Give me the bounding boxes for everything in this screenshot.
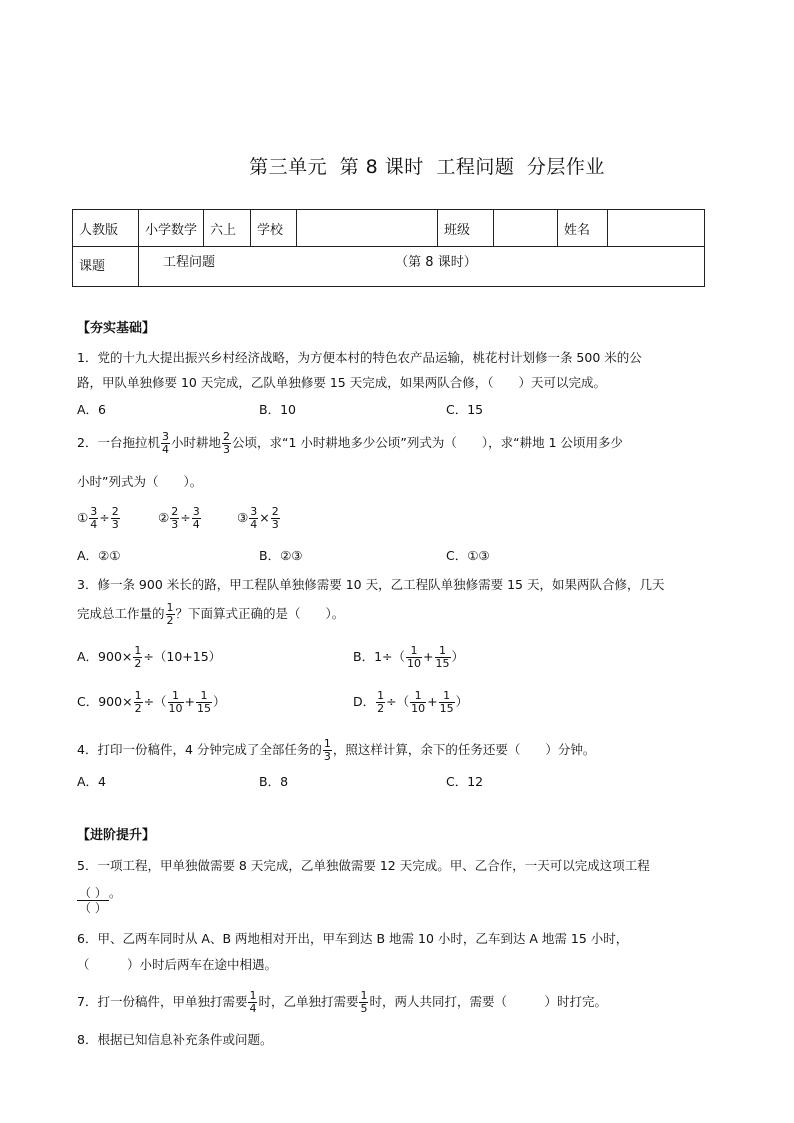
q2-expr-3: ③ $\frac{3}{4}$ × $\frac{2}{3}$ bbox=[237, 505, 279, 531]
cell-school-value[interactable] bbox=[297, 210, 438, 247]
frac-2-3: $\frac{2}{3}$ bbox=[222, 430, 230, 456]
q6-line2: （ ）小时后两车在途中相遇。 bbox=[77, 957, 278, 972]
page-title bbox=[0, 152, 794, 179]
q2-option-b[interactable]: B．②③ bbox=[259, 548, 303, 563]
q1-line1: 1．党的十九大提出振兴乡村经济战略，为方便本村的特色农产品运输，桃花村计划修一条 500 米的公 bbox=[77, 350, 642, 365]
section-advanced: 【进阶提升】 bbox=[77, 828, 156, 843]
q2-option-a[interactable]: A．②① bbox=[77, 548, 121, 563]
q3-option-d[interactable]: D． $\frac{1}{2}$ ÷（ $\frac{1}{10}$ + $\frac{1}{15}$ ） bbox=[353, 689, 469, 715]
cell-subject: 小学数学 bbox=[139, 210, 204, 247]
q3-line1: 3．修一条 900 米长的路，甲工程队单独修需要 10 天，乙工程队单独修需要 15 天，如果两队合修，几天 bbox=[77, 577, 665, 592]
q2-expr-1: ① $\frac{3}{4}$ ÷ $\frac{2}{3}$ bbox=[77, 505, 119, 531]
title-topic: 工程问题 bbox=[436, 156, 515, 178]
q5-blank-fraction: （ ） （ ） bbox=[79, 886, 107, 915]
title-type: 分层作业 bbox=[526, 156, 605, 178]
cell-topic-value bbox=[139, 247, 705, 287]
cell-school-label: 学校 bbox=[251, 210, 297, 247]
q2-option-c[interactable]: C．①③ bbox=[446, 548, 490, 563]
q3-option-a[interactable]: A．900× $\frac{1}{2}$ ÷（10+15） bbox=[77, 644, 222, 670]
cell-name-label: 姓名 bbox=[558, 210, 608, 247]
q3-option-c[interactable]: C．900× $\frac{1}{2}$ ÷（ $\frac{1}{10}$ + $\frac{1}{15}$ ） bbox=[77, 689, 226, 715]
q6-line1: 6．甲、乙两车同时从 A、B 两地相对开出，甲车到达 B 地需 10 小时，乙车到达 A 地需 15 小时， bbox=[77, 931, 629, 946]
info-table bbox=[72, 209, 705, 287]
q4-option-b[interactable]: B．8 bbox=[259, 774, 289, 789]
title-lesson: 第 8 课时 bbox=[339, 156, 424, 178]
q4-option-c[interactable]: C．12 bbox=[446, 774, 484, 789]
q7-line1: 7．打一份稿件，甲单独打需要 $\frac{1}{4}$ 时，乙单独打需要 $\frac{1}{5}$ 时，两人共同打，需要（ ）时打完。 bbox=[77, 989, 607, 1015]
cell-name-value[interactable] bbox=[608, 210, 705, 247]
frac-3-4: $\frac{3}{4}$ bbox=[161, 430, 169, 456]
cell-grade: 六上 bbox=[204, 210, 251, 247]
cell-edition: 人教版 bbox=[73, 210, 139, 247]
q3-line2: 完成总工作量的 $\frac{1}{2}$ ？下面算式正确的是（ ）。 bbox=[77, 601, 345, 627]
q4-option-a[interactable]: A．4 bbox=[77, 774, 107, 789]
q2-line2: 小时”列式为（ ）。 bbox=[77, 474, 203, 489]
topic-lesson: （第 8 课时） bbox=[395, 255, 477, 270]
q5-answer[interactable]: （ ） （ ） 。 bbox=[79, 885, 122, 915]
q8-line1: 8．根据已知信息补充条件或问题。 bbox=[77, 1032, 273, 1047]
q1-option-b[interactable]: B．10 bbox=[259, 402, 296, 417]
q4-line1: 4．打印一份稿件，4 分钟完成了全部任务的 $\frac{1}{3}$ ，照这样计算，余下的任务还要（ ）分钟。 bbox=[77, 737, 596, 763]
topic-text: 工程问题 bbox=[163, 255, 216, 270]
section-basic: 【夯实基础】 bbox=[77, 321, 156, 336]
q5-line1: 5．一项工程，甲单独做需要 8 天完成，乙单独做需要 12 天完成。甲、乙合作，一天可以完成这项工程 bbox=[77, 858, 650, 873]
q2-line1: 2．一台拖拉机 $\frac{3}{4}$ 小时耕地 $\frac{2}{3}$ 公顷，求“1 小时耕地多少公顷”列式为（ ），求“耕地 1 公顷用多少 bbox=[77, 430, 623, 456]
q3-option-b[interactable]: B．1÷（ $\frac{1}{10}$ + $\frac{1}{15}$ ） bbox=[353, 644, 465, 670]
q1-line2: 路，甲队单独修要 10 天完成，乙队单独修要 15 天完成，如果两队合修，（ ）天可以完成。 bbox=[77, 375, 606, 390]
q2-expr-2: ② $\frac{2}{3}$ ÷ $\frac{3}{4}$ bbox=[158, 505, 200, 531]
q1-option-a[interactable]: A．6 bbox=[77, 402, 107, 417]
title-unit: 第三单元 bbox=[249, 156, 328, 178]
cell-class-value[interactable] bbox=[494, 210, 558, 247]
q1-option-c[interactable]: C．15 bbox=[446, 402, 484, 417]
cell-class-label: 班级 bbox=[438, 210, 494, 247]
cell-topic-label: 课题 bbox=[73, 247, 139, 287]
